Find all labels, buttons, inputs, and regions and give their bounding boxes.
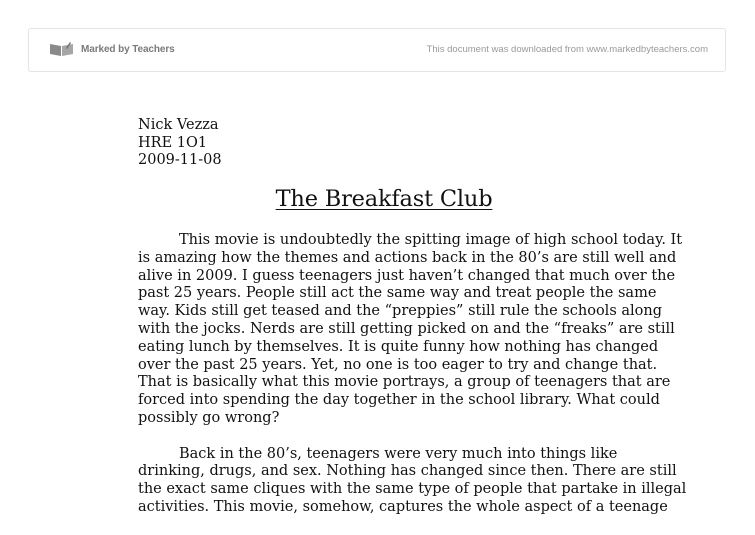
paragraph-line: over the past 25 years. Yet, no one is too eager to try and change that.	[138, 356, 658, 373]
document-header	[138, 117, 222, 170]
paragraph-line: possibly go wrong?	[138, 409, 280, 426]
paragraph-line: Back in the 80’s, teenagers were very much into things like	[179, 445, 618, 462]
document-title: The Breakfast Club	[275, 186, 493, 212]
paragraph-line: drinking, drugs, and sex. Nothing has changed since then. There are still	[138, 463, 677, 480]
download-banner	[28, 28, 726, 72]
paragraph-line: way. Kids still get teased and the “preppies” still rule the schools along	[138, 303, 663, 320]
paragraph-line: That is basically what this movie portrays, a group of teenagers that are	[138, 374, 671, 391]
course-code: HRE 1O1	[138, 134, 208, 151]
paragraph-line: past 25 years. People still act the same way and treat people the same	[138, 285, 657, 302]
author-name: Nick Vezza	[138, 117, 219, 133]
paragraph-line: forced into spending the day together in the school library. What could	[138, 392, 660, 409]
paragraph-line: the exact same cliques with the same type of people that partake in illegal	[138, 481, 687, 498]
download-note: This document was downloaded from www.markedbyteachers.com	[426, 44, 708, 55]
paragraph-1	[138, 232, 683, 428]
paragraph-line: activities. This movie, somehow, captures the whole aspect of a teenage	[138, 498, 668, 515]
document-date: 2009-11-08	[138, 152, 222, 168]
brand-logo[interactable]	[49, 41, 175, 57]
brand-name: Marked by Teachers	[81, 43, 175, 55]
paragraph-line: eating lunch by themselves. It is quite funny how nothing has changed	[138, 338, 659, 355]
document-body	[138, 232, 687, 535]
paragraph-2	[138, 445, 687, 517]
paragraph-line: alive in 2009. I guess teenagers just haven’t changed that much over the	[138, 267, 676, 284]
paragraph-line: This movie is undoubtedly the spitting image of high school today. It	[179, 232, 683, 248]
paragraph-line: is amazing how the themes and actions back in the 80’s are still well and	[138, 249, 677, 266]
book-logo-icon	[49, 41, 77, 57]
paragraph-line: with the jocks. Nerds are still getting picked on and the “freaks” are still	[138, 320, 675, 337]
